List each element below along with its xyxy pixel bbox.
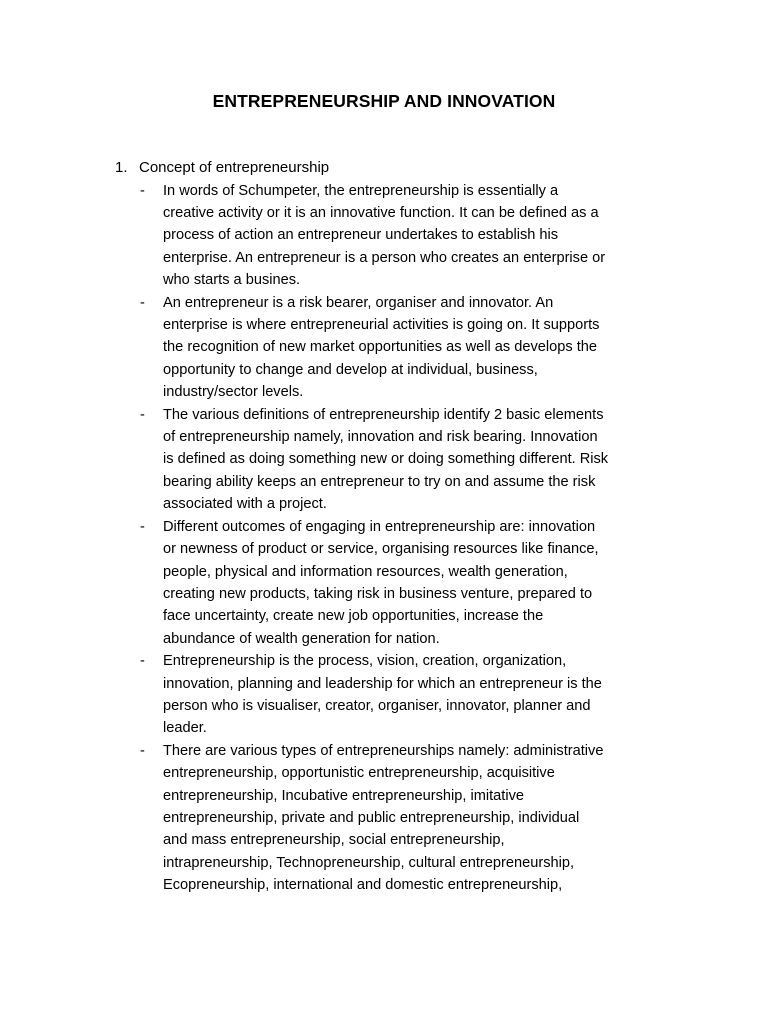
list-item-text — [163, 292, 675, 404]
text-line: and mass entrepreneurship, social entrepreneurship, — [163, 832, 505, 849]
text-line: creative activity or it is an innovative function. It can be defined as a — [163, 205, 599, 221]
text-line: creating new products, taking risk in business venture, prepared to — [163, 585, 593, 602]
bullet-dash: - — [140, 518, 145, 535]
section-heading-row — [115, 157, 675, 180]
section-heading: Concept of entrepreneurship — [139, 159, 330, 176]
text-line: entrepreneurship, opportunistic entrepreneurship, acquisitive — [163, 765, 555, 782]
text-line: entrepreneurship, Incubative entrepreneurship, imitative — [163, 787, 524, 804]
text-line: or newness of product or service, organising resources like finance, — [163, 541, 599, 558]
text-line: people, physical and information resources, wealth generation, — [163, 563, 568, 580]
document-title: ENTREPRENEURSHIP AND INNOVATION — [212, 91, 556, 111]
text-line: the recognition of new market opportunities as well as develops the — [163, 339, 598, 356]
bullet-dash: - — [140, 653, 145, 670]
text-line: industry/sector levels. — [163, 384, 304, 401]
text-line: associated with a project. — [163, 496, 327, 513]
section-concept-of-entrepreneurship — [115, 157, 675, 897]
bullet-dash: - — [140, 406, 145, 423]
list-item-text — [163, 180, 675, 292]
text-line: In words of Schumpeter, the entrepreneurship is essentially a — [163, 182, 559, 199]
list-item-text — [163, 740, 675, 897]
text-line: innovation, planning and leadership for which an entrepreneur is the — [163, 675, 602, 692]
text-line: process of action an entrepreneur undertakes to establish his — [163, 227, 559, 244]
text-line: opportunity to change and develop at individual, business, — [163, 361, 538, 378]
text-line: leader. — [163, 720, 207, 737]
list-item — [115, 180, 675, 292]
text-line: is defined as doing something new or doing something different. Risk — [163, 451, 609, 468]
text-line: who starts a busines. — [163, 272, 301, 289]
text-line: face uncertainty, create new job opportunities, increase the — [163, 608, 544, 625]
list-item-text — [163, 516, 675, 650]
text-line: There are various types of entrepreneurships namely: administrative — [163, 742, 604, 759]
list-item-text — [163, 650, 675, 740]
list-item — [115, 292, 675, 404]
list-item — [115, 516, 675, 650]
text-line: Different outcomes of engaging in entrepreneurship are: innovation — [163, 518, 596, 535]
list-item — [115, 740, 675, 897]
text-line: Entrepreneurship is the process, vision, creation, organization, — [163, 653, 567, 670]
list-item — [115, 404, 675, 516]
text-line: The various definitions of entrepreneurship identify 2 basic elements — [163, 406, 604, 423]
bullet-dash: - — [140, 182, 145, 199]
text-line: of entrepreneurship namely, innovation and risk bearing. Innovation — [163, 429, 598, 446]
section-number: 1. — [115, 159, 128, 176]
text-line: bearing ability keeps an entrepreneur to try on and assume the risk — [163, 473, 596, 490]
text-line: Ecopreneurship, international and domestic entrepreneurship, — [163, 877, 563, 894]
bullet-dash: - — [140, 294, 145, 311]
bullet-list — [115, 180, 675, 897]
text-line: person who is visualiser, creator, organiser, innovator, planner and — [163, 697, 591, 714]
text-line: abundance of wealth generation for nation. — [163, 630, 440, 647]
text-line: enterprise is where entrepreneurial activities is going on. It supports — [163, 317, 600, 334]
text-line: entrepreneurship, private and public entrepreneurship, individual — [163, 809, 580, 826]
list-item — [115, 650, 675, 740]
text-line: enterprise. An entrepreneur is a person who creates an enterprise or — [163, 249, 606, 266]
text-line: intrapreneurship, Technopreneurship, cultural entrepreneurship, — [163, 854, 575, 871]
text-line: An entrepreneur is a risk bearer, organiser and innovator. An — [163, 294, 554, 311]
bullet-dash: - — [140, 742, 145, 759]
list-item-text — [163, 404, 675, 516]
